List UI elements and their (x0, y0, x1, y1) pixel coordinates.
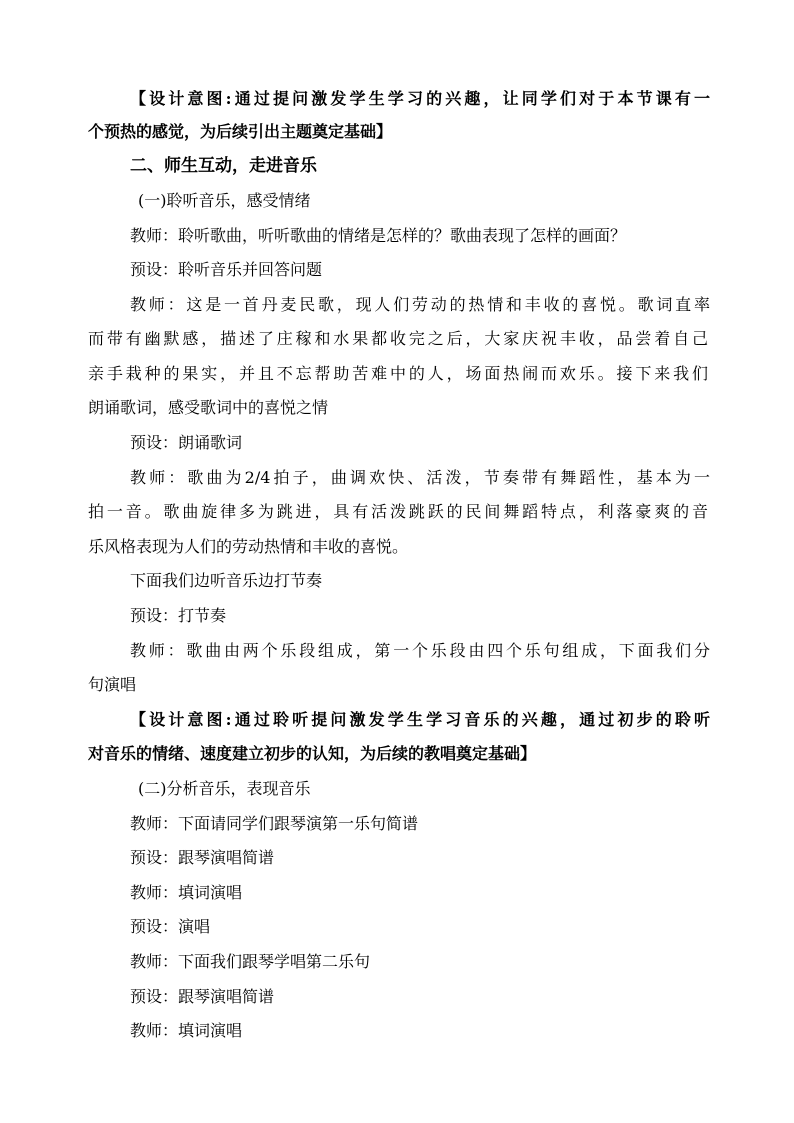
paragraph-line: 教师：歌曲由两个乐段组成，第一个乐段由四个乐句组成，下面我们分 (130, 641, 710, 660)
paragraph-line: 教师：填词演唱 (130, 1021, 243, 1040)
paragraph-line: 预设：跟琴演唱简谱 (130, 848, 275, 867)
subsection-heading-1: (一)聆听音乐，感受情绪 (138, 191, 311, 210)
design-intent-1-line-2: 个预热的感觉，为后续引出主题奠定基础】 (88, 122, 393, 141)
paragraph-line: 预设：跟琴演唱简谱 (130, 987, 275, 1006)
paragraph-line: 教师：下面请同学们跟琴演第一乐句简谱 (130, 814, 419, 833)
paragraph-line: 朗诵歌词，感受歌词中的喜悦之情 (88, 398, 329, 417)
paragraph-line: 预设：聆听音乐并回答问题 (130, 260, 323, 279)
paragraph-line: 教师：歌曲为2/4拍子，曲调欢快、活泼，节奏带有舞蹈性，基本为一 (130, 468, 710, 487)
paragraph-line: 亲手栽种的果实，并且不忘帮助苦难中的人，场面热闹而欢乐。接下来我们 (88, 364, 708, 383)
design-intent-2-line-1: 【设计意图:通过聆听提问激发学生学习音乐的兴趣，通过初步的聆听 (130, 710, 710, 729)
section-heading: 二、师生互动，走进音乐 (130, 156, 317, 176)
paragraph-line: 教师：填词演唱 (130, 883, 243, 902)
paragraph-line: 句演唱 (88, 675, 137, 694)
paragraph-line: 下面我们边听音乐边打节奏 (130, 571, 323, 590)
subsection-heading-2: (二)分析音乐，表现音乐 (138, 779, 311, 798)
paragraph-line: 教师：下面我们跟琴学唱第二乐句 (130, 952, 371, 971)
paragraph-line: 预设：朗诵歌词 (130, 433, 243, 452)
paragraph-line: 预设：演唱 (130, 917, 211, 936)
design-intent-1-line-1: 【设计意图:通过提问激发学生学习的兴趣，让同学们对于本节课有一 (130, 89, 710, 108)
paragraph-line: 预设：打节奏 (130, 606, 227, 625)
paragraph-line: 教师：这是一首丹麦民歌，现人们劳动的热情和丰收的喜悦。歌词直率 (130, 295, 710, 314)
paragraph-line: 而带有幽默感，描述了庄稼和水果都收完之后，大家庆祝丰收，品尝着自己 (88, 329, 708, 348)
paragraph-line: 拍一音。歌曲旋律多为跳进，具有活泼跳跃的民间舞蹈特点，利落豪爽的音 (88, 502, 708, 521)
design-intent-2-line-2: 对音乐的情绪、速度建立初步的认知，为后续的教唱奠定基础】 (88, 744, 537, 763)
paragraph-line: 乐风格表现为人们的劳动热情和丰收的喜悦。 (88, 537, 409, 556)
paragraph-line: 教师：聆听歌曲，听听歌曲的情绪是怎样的？歌曲表现了怎样的画面？ (130, 226, 627, 245)
